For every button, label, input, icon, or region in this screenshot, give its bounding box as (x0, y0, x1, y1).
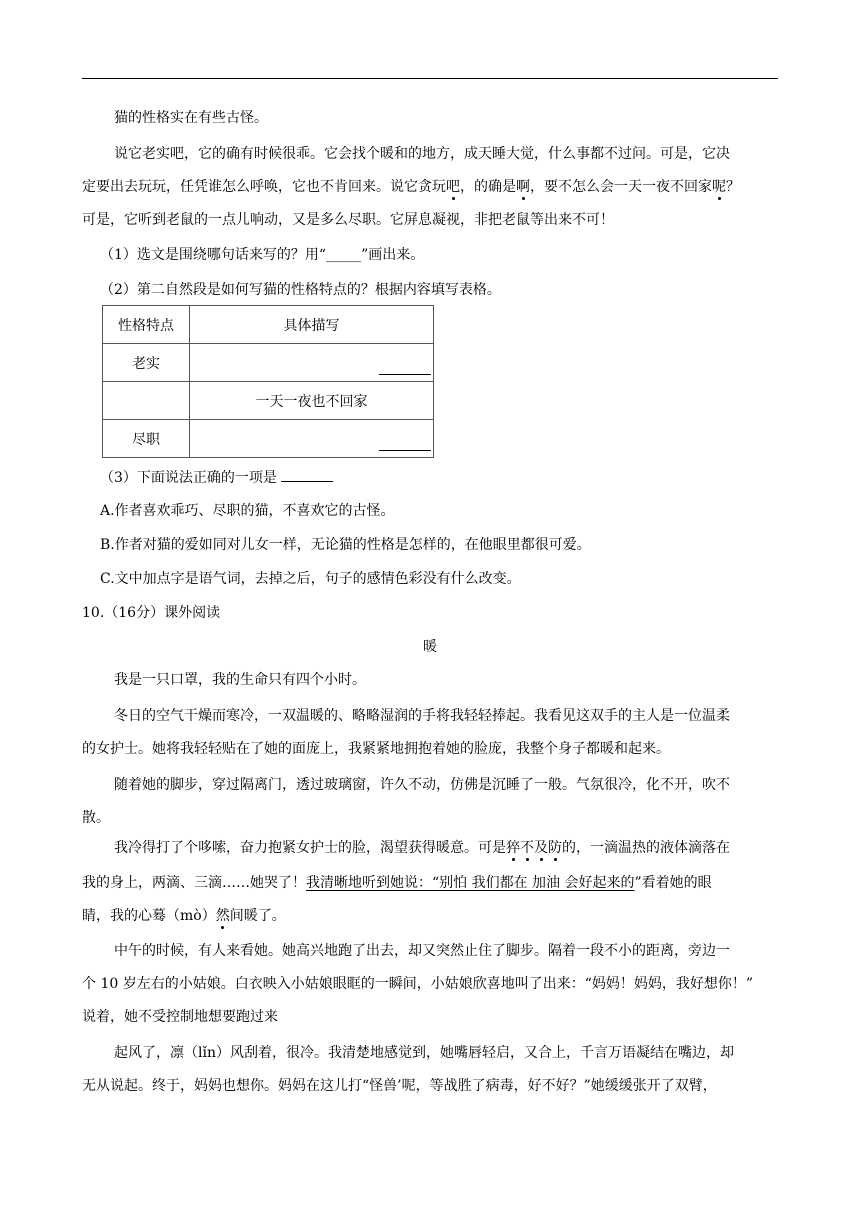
passage-title: 暖 (423, 639, 437, 655)
table-header: 具体描写 (190, 306, 434, 344)
passage-paragraph: 随着她的脚步，穿过隔离门，透过玻璃窗，许久不动，仿佛是沉睡了一般。气氛很冷，化不开，吹不 (114, 777, 730, 793)
question-3: （3）下面说法正确的一项是 (82, 467, 800, 488)
desc-cell[interactable] (190, 420, 434, 458)
dotted-char: 啊 (516, 179, 530, 195)
passage-paragraph: 起风了，凛（lǐn）风刮着，很冷。我清楚地感觉到，她嘴唇轻启，又合上，千言万语凝结在嘴边，却 (114, 1045, 734, 1061)
passage-line: 的女护士。她将我轻轻贴在了她的面庞上，我紧紧地拥抱着她的脸庞，我整个身子都暖和起来。 (82, 741, 670, 757)
dotted-char: 呢 (712, 179, 726, 195)
answer-blank[interactable] (281, 467, 333, 482)
passage-line: 定要出去玩玩，任凭谁怎么呼唤，它也不肯回来。说它贪玩吧，的确是啊，要不怎么会一天一夜不回家呢？ (82, 179, 740, 195)
option-b: B.作者对猫的爱如同对儿女一样，无论猫的性格是怎样的，在他眼里都很可爱。 (100, 537, 591, 553)
option-c: C.文中加点字是语气词，去掉之后，句子的感情色彩没有什么改变。 (100, 571, 521, 587)
passage-paragraph: 中午的时候，有人来看她。她高兴地跑了出去，却又突然止住了脚步。隔着一段不小的距离，旁边一 (114, 943, 730, 959)
desc-cell: 一天一夜也不回家 (190, 382, 434, 420)
passage-line: 我的身上，两滴、三滴……她哭了！我清晰地听到她说：“别怕 我们都在 加油 会好起来的”看着她的眼 (82, 875, 712, 891)
passage-paragraph: 我是一只口罩，我的生命只有四个小时。 (114, 672, 366, 688)
dotted-char: 及 (534, 840, 548, 856)
dotted-char: 防 (548, 840, 562, 856)
desc-cell[interactable] (190, 344, 434, 382)
passage-line: 个 10 岁左右的小姑娘。白衣映入小姑娘眼眶的一瞬间，小姑娘欣喜地叫了出来：“妈妈！妈妈，我好想你！” (82, 976, 754, 992)
question-10-heading: 10.（16分）课外阅读 (82, 605, 221, 621)
dotted-char: 猝 (506, 840, 520, 856)
trait-cell: 尽职 (103, 420, 190, 458)
underlined-sentence: 我清晰地听到她说：“别怕 我们都在 加油 会好起来的 (306, 875, 635, 891)
passage-line: 可是，它听到老鼠的一点儿响动，又是多么尽职。它屏息凝视，非把老鼠等出来不可！ (82, 212, 614, 228)
table-header: 性格特点 (103, 306, 190, 344)
question-2: （2）第二自然段是如何写猫的性格特点的？根据内容填写表格。 (100, 282, 501, 298)
passage-line: 散。 (82, 810, 110, 826)
passage-paragraph: 冬日的空气干燥而寒冷，一双温暖的、略略湿润的手将我轻轻捧起。我看见这双手的主人是一位温柔 (114, 708, 730, 724)
dotted-char: 不 (520, 840, 534, 856)
answer-blank[interactable] (379, 450, 431, 451)
passage-paragraph: 说它老实吧，它的确有时候很乖。它会找个暖和的地方，成天睡大觉，什么事都不过问。可是，它决 (114, 146, 730, 162)
passage-line: 睛，我的心蓦（mò）然间暖了。 (82, 908, 286, 924)
passage-line: 说着，她不受控制地想要跑过来 (82, 1009, 278, 1025)
answer-blank[interactable] (379, 374, 431, 375)
trait-cell: 老实 (103, 344, 190, 382)
header-rule (82, 78, 778, 79)
question-1: （1）选文是围绕哪句话来写的？用“_____”画出来。 (100, 247, 425, 263)
trait-cell[interactable] (103, 382, 190, 420)
passage-paragraph: 猫的性格实在有些古怪。 (114, 110, 268, 126)
answer-table (102, 305, 434, 458)
option-a: A.作者喜欢乖巧、尽职的猫，不喜欢它的古怪。 (100, 503, 395, 519)
passage-paragraph: 我冷得打了个哆嗦，奋力抱紧女护士的脸，渴望获得暖意。可是猝不及防的，一滴温热的液体滴落在 (114, 840, 730, 856)
passage-line: 无从说起。终于，妈妈也想你。妈妈在这儿打“怪兽’呢，等战胜了病毒，好不好？”她缓缓张开了双臂， (82, 1078, 717, 1094)
dotted-char: 吧 (446, 179, 460, 195)
dotted-char: 然 (215, 908, 230, 924)
